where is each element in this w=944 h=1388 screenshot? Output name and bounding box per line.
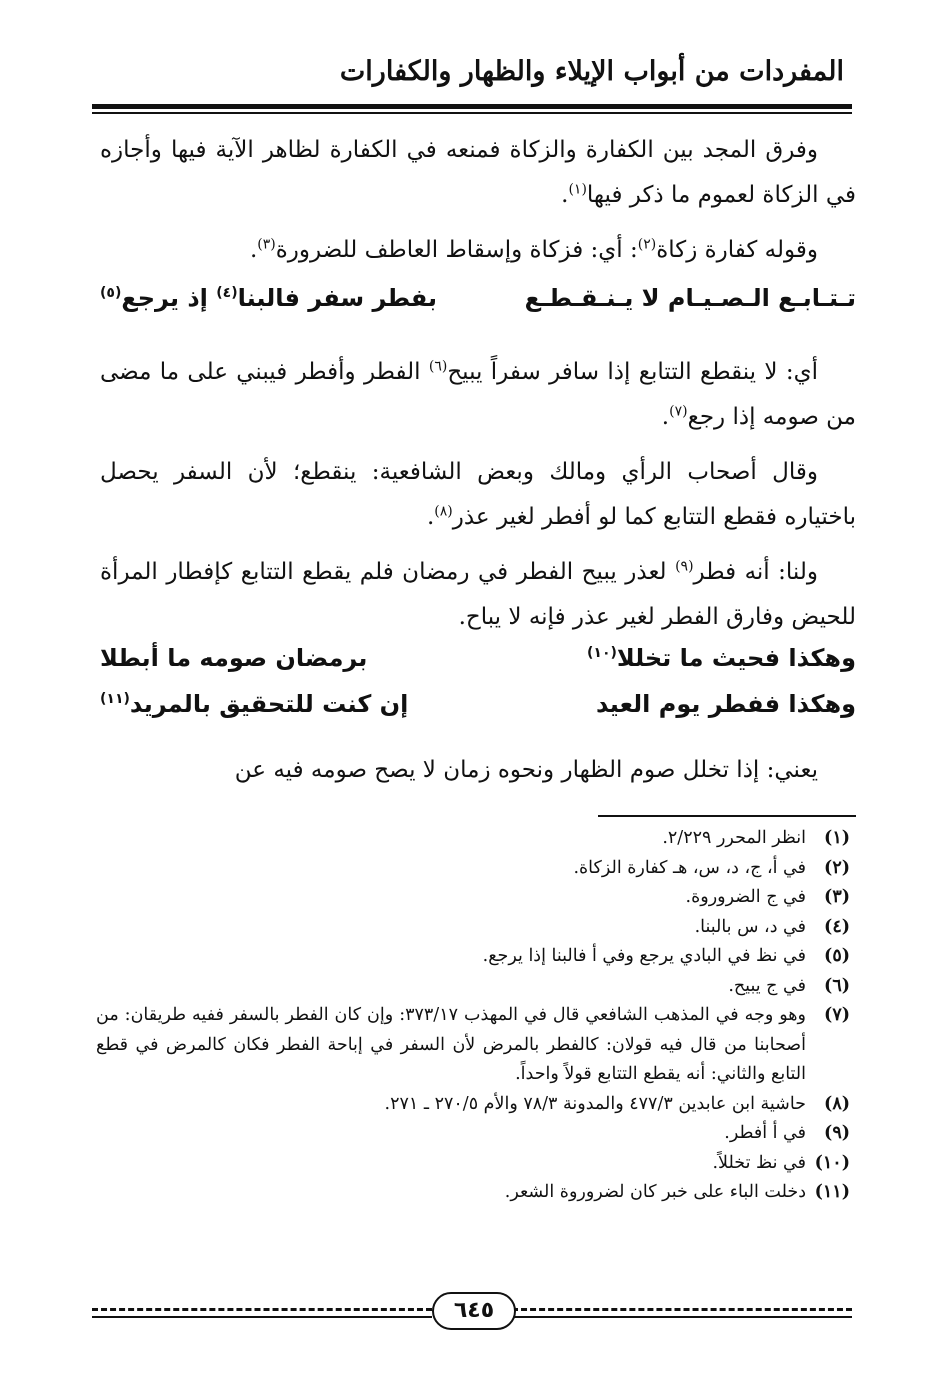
paragraph: [100, 450, 856, 540]
footnote-text: في نظ تخللاً.: [712, 1152, 806, 1173]
header-title: المفردات من أبواب الإيلاء والظهار والكفارات: [339, 56, 844, 87]
text: .: [661, 404, 670, 430]
footnote-ref[interactable]: (٩): [675, 558, 694, 575]
footnote-text: في أ، ج، د، س، هـ كفارة الزكاة.: [573, 857, 806, 878]
text: وفرق المجد بين الكفارة والزكاة فمنعه في الكفارة لظاهر الآية فيها وأجازه في الزكاة لعموم ما ذكر فيها: [100, 137, 856, 208]
footnote-ref[interactable]: (٤): [216, 285, 238, 301]
footnote-item: [96, 883, 850, 913]
footnote-text: دخلت الباء على خبر كان لضروروة الشعر.: [504, 1182, 806, 1202]
body-text-1: [100, 128, 856, 273]
text: وقال أصحاب الرأي ومالك وبعض الشافعية: ينقطع؛ لأن السفر يحصل باختياره فقطع التتابع كما لو أفطر لغير عذر: [100, 459, 856, 530]
footnote-number: (٦): [824, 975, 850, 996]
footnote-ref[interactable]: (٣): [257, 236, 276, 253]
text: ولنا: أنه فطر: [693, 559, 818, 585]
footnote-ref[interactable]: (٢): [637, 236, 657, 253]
footnotes: [96, 824, 850, 1208]
text: وقوله كفارة زكاة: [656, 237, 818, 263]
verse-hemistich-first: [587, 644, 856, 672]
text: .: [561, 182, 569, 208]
footnote-ref[interactable]: (١٠): [587, 645, 617, 661]
running-header: [92, 52, 852, 102]
footnote-ref[interactable]: (١١): [100, 691, 130, 707]
verse-hemistich-first: تـتـابـع الـصـيـام لا يـنـقـطـع: [524, 284, 856, 312]
text: : أي: فزكاة وإسقاط العاطف للضرورة: [275, 237, 638, 263]
footnote-number: (١): [824, 828, 850, 848]
footnote-ref[interactable]: (٨): [434, 503, 453, 520]
text: أي: لا ينقطع التتابع إذا سافر سفراً يبيح: [447, 359, 818, 385]
footnote-item: [96, 854, 850, 884]
text: لعذر يبيح الفطر في رمضان فلم يقطع التتابع كإفطار المرأة للحيض وفارق الفطر لغير عذر فإنه لا يباح.: [100, 559, 856, 630]
footnote-separator: [598, 815, 856, 817]
footnote-number: (١١): [814, 1182, 850, 1202]
footnote-item: [96, 824, 850, 854]
footnote-ref[interactable]: (٥): [100, 285, 122, 301]
footnote-item: [96, 942, 850, 972]
text: .: [426, 504, 435, 530]
footnote-ref[interactable]: (٦): [428, 358, 448, 375]
footer-dashed-rule-right: [512, 1308, 852, 1311]
footer-dashed-rule-left: [92, 1308, 432, 1311]
verse-hemistich-second: برمضان صومه ما أبطلا: [100, 644, 368, 672]
page-number: ٦٤٥: [432, 1292, 516, 1330]
paragraph: [100, 128, 856, 218]
footnote-number: (٥): [824, 946, 850, 966]
footnote-item: [96, 1001, 850, 1090]
footnote-text: في ج يبيح.: [728, 975, 806, 996]
footnote-text: في د، س بالبنا.: [694, 916, 806, 937]
footnote-ref[interactable]: (١): [568, 181, 587, 198]
footnote-item: [96, 972, 850, 1002]
text: بفطر سفر فالبنا: [237, 284, 438, 312]
body-text-2: [100, 350, 856, 640]
verse-hemistich-first: وهكذا ففطر يوم العيد: [595, 690, 856, 718]
header-rule-thin: [92, 112, 852, 114]
footnote-number: (٣): [824, 887, 850, 907]
footnote-ref[interactable]: (٧): [669, 403, 688, 420]
footnote-text: حاشية ابن عابدين ٤٧٧/٣ والمدونة ٧٨/٣ والأم ٢٧٠/٥ ـ ٢٧١.: [384, 1093, 806, 1114]
footnote-item: [96, 1119, 850, 1149]
footnote-text: في ج الضروروة.: [685, 887, 806, 907]
footer-solid-rule-left: [92, 1316, 432, 1318]
text: إذ يرجع: [121, 284, 217, 312]
footnote-number: (١٠): [814, 1152, 850, 1173]
paragraph: [100, 550, 856, 640]
text: .: [249, 237, 258, 263]
text: إن كنت للتحقيق بالمريد: [129, 690, 409, 718]
text: الفطر وأفطر فيبني على ما مضى من صومه إذا رجع: [100, 359, 856, 430]
page-footer: [92, 1290, 852, 1330]
verse-hemistich-second: [100, 284, 437, 312]
paragraph: [100, 350, 856, 440]
footnote-text: في أ أفطر.: [724, 1123, 806, 1143]
footnote-item: [96, 913, 850, 943]
footnote-number: (٧): [824, 1005, 850, 1025]
footnote-item: [96, 1149, 850, 1179]
paragraph: [100, 228, 856, 273]
body-text-3: [100, 748, 856, 793]
footnote-number: (٤): [824, 916, 850, 937]
header-rule-thick: [92, 104, 852, 109]
footnote-item: [96, 1090, 850, 1120]
footer-solid-rule-right: [512, 1316, 852, 1318]
verse-hemistich-second: [100, 690, 408, 718]
footnote-text: وهو وجه في المذهب الشافعي قال في المهذب ٣٧٣/١٧: وإن كان الفطر بالسفر ففيه طريقان: من أصحابنا من قال فيه قولان: كالفطر بالمرض لأن السفر في إباحة الفطر فكان كالمرض في قطع التابع والثاني: أنه يقطع التتابع قولاً واحداً.: [96, 1005, 806, 1084]
footnote-number: (٩): [824, 1123, 850, 1143]
footnote-number: (٨): [824, 1093, 850, 1114]
paragraph: يعني: إذا تخلل صوم الظهار ونحوه زمان لا يصح صومه فيه عن: [234, 757, 818, 783]
footnote-text: في نظ في البادي يرجع وفي أ فالبنا إذا يرجع.: [482, 946, 806, 966]
footnote-text: انظر المحرر ٢/٢٢٩.: [662, 828, 806, 848]
footnote-item: [96, 1178, 850, 1208]
footnote-number: (٢): [824, 857, 850, 878]
text: وهكذا فحيث ما تخللا: [616, 644, 856, 672]
